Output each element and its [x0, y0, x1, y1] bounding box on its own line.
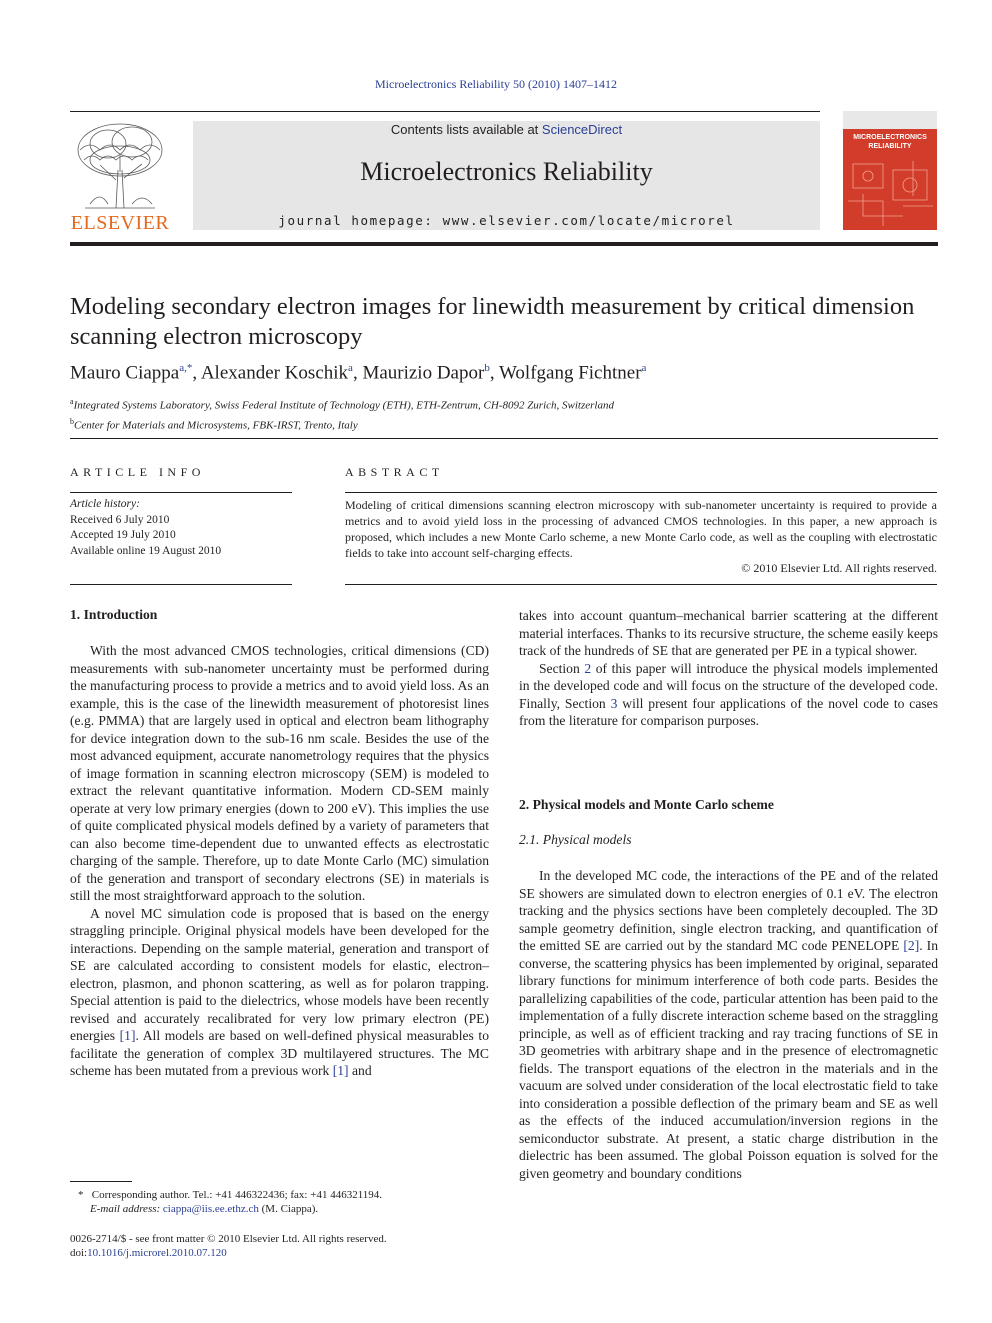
affiliation-text: Center for Materials and Microsystems, FBK-IRST, Trento, Italy	[74, 419, 358, 432]
journal-citation[interactable]: Microelectronics Reliability 50 (2010) 1407–1412	[375, 77, 617, 91]
contents-line	[193, 121, 820, 137]
article-title: Modeling secondary electron images for linewidth measurement by critical dimension scanning electron microscopy	[70, 293, 915, 350]
article-history	[70, 497, 292, 559]
article-info-bottom-rule	[70, 584, 292, 585]
email-suffix: (M. Ciappa).	[258, 1203, 319, 1215]
online-date: Available online 19 August 2010	[70, 544, 222, 557]
paragraph-text: will present four applications of the novel code to cases from the literature for comparison purposes.	[519, 695, 938, 728]
received-date: Received 6 July 2010	[70, 513, 170, 526]
accepted-date: Accepted 19 July 2010	[70, 529, 176, 541]
abstract-text: Modeling of critical dimensions scanning electron microscopy with sub-nanometer uncertainty is required to provide a metrics and to avoid yield loss in the processing of advanced CMOS technologies. In this paper, a new approach is proposed, which includes a new Monte Carlo scheme, a new Monte Carlo code, as well as the coupling with electrostatic fields to take into account self-charging effects.	[345, 498, 937, 560]
footnote-text: Corresponding author. Tel.: +41 446322436; fax: +41 446321194.	[91, 1189, 383, 1201]
header-top-rule	[70, 111, 820, 112]
footnote-line-1	[70, 1188, 489, 1202]
reference-link[interactable]: [1]	[332, 1063, 349, 1078]
cover-title-line1: MICROELECTRONICS	[853, 134, 927, 141]
email-link[interactable]: ciappa@iis.ee.ethz.ch	[162, 1203, 259, 1215]
right-column-body-top	[519, 607, 938, 730]
paragraph-text: and	[348, 1063, 372, 1078]
paragraph-text: . All models are based on well-defined physical measurables to facilitate the generation of complex 3D multilayered structures. The MC scheme has been mutated from a previous work	[70, 1028, 489, 1078]
author-affiliation-mark[interactable]: b	[484, 362, 490, 374]
intro-paragraph-continued: takes into account quantum–mechanical barrier scattering at the different material interfaces. Thanks to its recursive structure, the scheme easily keeps track of the hundreds of SE that are generated per PE in a typical shower.	[519, 608, 938, 658]
abstract-bottom-rule	[345, 584, 937, 585]
paragraph-text: Section	[539, 660, 585, 676]
intro-paragraph-3	[519, 660, 938, 730]
author-name: Mauro Ciappa	[70, 362, 180, 384]
elsevier-wordmark: ELSEVIER	[70, 212, 170, 234]
author-name: Wolfgang Fichtner	[499, 362, 642, 384]
cover-title-line2: RELIABILITY	[868, 143, 912, 150]
doi-line	[70, 1246, 489, 1260]
footnote-mark: *	[78, 1189, 84, 1201]
paragraph-text: . In converse, the scattering physics has been implemented by original, separated library functions for minimum interference of both code parts. Besides the parallelizing capabilities of the code, particular attention has been paid to the implementation of a fully discrete interaction scheme based on the straggling principle, as well as of efficient tracking and ray tracing functions of SE in 3D geometries with arbitrary shape and in the presence of electromagnetic fields. The transport equations of the electron in the materials and in the vacuum are solved under consideration of the local electrostatic field to take into consideration a possible deflection of the primary beam and SE as well as the effects of the induced accumulation/inversion regions in the semiconductor substrate. At present, a static charge distribution in the dielectric has been assumed. The global Poisson equation is solved for the given geometry and boundary conditions	[519, 938, 939, 1181]
abstract-top-rule	[345, 492, 937, 493]
author-name: Alexander Koschik	[200, 362, 349, 384]
doi-link[interactable]: 10.1016/j.microrel.2010.07.120	[87, 1247, 227, 1259]
footnote-line-2	[70, 1202, 489, 1216]
affiliation-text: Integrated Systems Laboratory, Swiss Federal Institute of Technology (ETH), ETH-Zentrum, CH-8092 Zurich, Switzerland	[73, 399, 614, 412]
author-affiliation-mark[interactable]: a,*	[179, 362, 193, 374]
author-affiliation-mark[interactable]: a	[641, 362, 647, 374]
article-info-top-rule	[70, 492, 292, 493]
paragraph-text: of this paper will introduce the physical models implemented in the developed code and will focus on the structure of the developed code. Finally, Section	[519, 660, 938, 711]
issn-line: 0026-2714/$ - see front matter © 2010 Elsevier Ltd. All rights reserved.	[70, 1233, 387, 1245]
affiliation-item	[70, 414, 930, 434]
doi-label: doi:	[70, 1247, 88, 1259]
right-column-body-bottom	[519, 867, 938, 1182]
subsection-heading-physical-models: 2.1. Physical models	[519, 832, 632, 847]
journal-title: Microelectronics Reliability	[360, 157, 653, 186]
left-column-body	[70, 642, 489, 1080]
affiliation-mark: b	[70, 417, 74, 427]
author-list: Mauro Ciappa$^{a,*}$, Alexander Koschik$^a$, Maurizio Dapor$^b$, Wolfgang Fichtner$^a$	[70, 362, 647, 384]
article-history-label: Article history:	[70, 498, 140, 510]
abstract-label: ABSTRACT	[345, 465, 444, 479]
paragraph-text: A novel MC simulation code is proposed that is based on the energy straggling principle. Original physical models have been developed for the interactions. Depending on the sample material, generation and transport of SE are calculated according to consistent models for elastic, electron–electron, plasmon, and phonon scattering, as well as for polaron trapping. Special attention is paid to the dielectrics, whose models have been recently revised and accurately recalibrated for very low primary electron (PE) energies	[70, 905, 489, 1043]
front-matter	[70, 1232, 489, 1260]
section-heading-physical-models: 2. Physical models and Monte Carlo scheme	[519, 797, 774, 812]
title-block-rule	[70, 438, 938, 439]
contents-prefix: Contents lists available at	[390, 122, 542, 137]
physical-models-paragraph	[519, 867, 938, 1182]
sciencedirect-link[interactable]: ScienceDirect	[541, 122, 623, 137]
section-heading-introduction: 1. Introduction	[70, 607, 158, 622]
author-affiliation-mark[interactable]: a	[348, 362, 353, 374]
cover-top-band	[843, 111, 937, 129]
paragraph-text: In the developed MC code, the interactions of the PE and of the related SE showers are simulated down to electron energies of 0.1 eV. The electron tracking and the physics sections have been completely decoupled. The 3D sample geometry definition, single electron tracking, and quantification of the emitted SE are carried out by the standard MC code PENELOPE	[519, 868, 938, 953]
author-name: Maurizio Dapor	[362, 362, 485, 384]
journal-banner	[193, 121, 820, 230]
section-link[interactable]: 3	[610, 695, 618, 711]
intro-paragraph-2	[70, 905, 489, 1080]
reference-link[interactable]: [1]	[119, 1028, 136, 1043]
affiliation-list	[70, 394, 930, 434]
article-info-label: ARTICLE INFO	[70, 465, 205, 479]
section-link[interactable]: 2	[584, 660, 592, 676]
affiliation-item	[70, 394, 930, 414]
cover-circuit-pattern-icon	[843, 156, 937, 230]
journal-homepage[interactable]: journal homepage: www.elsevier.com/locate/microrel	[278, 213, 735, 228]
journal-cover-image	[843, 111, 937, 230]
reference-link[interactable]: [2]	[903, 938, 920, 953]
header-bottom-rule	[70, 242, 938, 246]
corresponding-author-footnote	[70, 1188, 489, 1216]
intro-paragraph-1: With the most advanced CMOS technologies, critical dimensions (CD) measurements with sub-nanometer uncertainty must be performed during the manufacturing process to provide a metrics and to avoid yield loss. As an example, this is the case of the linewidth measurement of photoresist lines (e.g. PMMA) that are largely used in optical and electron beam lithography for device integration down to the sub-16 nm scale. Besides the use of the most advanced equipment, accurate nanometrology requires that the physics of image formation in scanning electron microscopy (SEM) is modeled to extract the relevant quantitative information. Modern CD-SEM mainly operate at very low primary energies (down to 200 eV). This implies the use of quite complicated physical models defined by a variety of parameters that can also become time-dependent due to unwanted effects as electrostatic charging of the sample. Therefore, up to date Monte Carlo (MC) simulation of the generation and transport of secondary electrons (SE) in materials is still the most straightforward approach to the solution.	[70, 643, 489, 903]
cover-title	[847, 133, 933, 151]
affiliation-mark: a	[70, 397, 74, 406]
email-label: E-mail address:	[90, 1203, 161, 1215]
abstract-copyright: © 2010 Elsevier Ltd. All rights reserved.	[741, 561, 937, 575]
footnote-rule	[70, 1181, 132, 1182]
